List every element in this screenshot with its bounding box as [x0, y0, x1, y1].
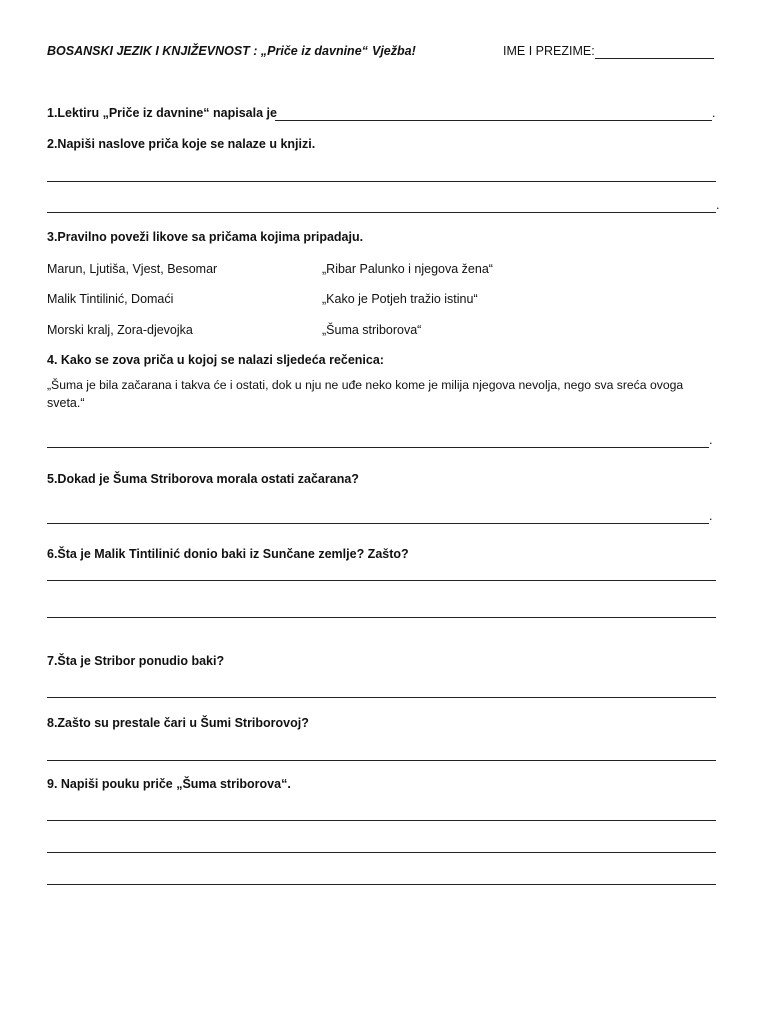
exercise-label: Vježba! [372, 44, 416, 58]
question-7: 7.Šta je Stribor ponudio baki? [47, 654, 225, 668]
name-label: IME I PREZIME: [503, 44, 595, 58]
end-period: . [709, 509, 713, 523]
answer-line-q8[interactable] [47, 760, 716, 761]
question-6: 6.Šta je Malik Tintilinić donio baki iz Sunčane zemlje? Zašto? [47, 547, 409, 561]
answer-line-q9-1[interactable] [47, 820, 716, 821]
question-1: 1.Lektiru „Priče iz davnine“ napisala je [47, 106, 277, 120]
story-item-1: „Ribar Palunko i njegova žena“ [322, 262, 493, 276]
question-2: 2.Napiši naslove priča koje se nalaze u knjizi. [47, 137, 316, 151]
question-3: 3.Pravilno poveži likove sa pričama kojima pripadaju. [47, 230, 364, 244]
answer-line-q6-1[interactable] [47, 580, 716, 581]
answer-line-q4[interactable] [47, 447, 709, 448]
question-8: 8.Zašto su prestale čari u Šumi Striborovoj? [47, 716, 309, 730]
question-4: 4. Kako se zova priča u kojoj se nalazi sljedeća rečenica: [47, 353, 384, 367]
quote-line-1: „Šuma je bila začarana i takva će i ostati, dok u nju ne uđe neko kome je milija njegova nevolja, nego sva sreća ovoga [47, 378, 684, 392]
answer-line-q2-2[interactable] [47, 212, 716, 213]
story-item-2: „Kako je Potjeh tražio istinu“ [322, 292, 478, 306]
question-9: 9. Napiši pouku priče „Šuma striborova“. [47, 777, 291, 791]
end-period: . [709, 433, 713, 447]
subject-title: BOSANSKI JEZIK I KNJIŽEVNOST : „Priče iz davnine“ [47, 44, 368, 58]
question-5: 5.Dokad je Šuma Striborova morala ostati začarana? [47, 472, 359, 486]
answer-line-q9-2[interactable] [47, 852, 716, 853]
characters-item-2: Malik Tintilinić, Domaći [47, 292, 174, 306]
story-item-3: „Šuma striborova“ [322, 323, 422, 337]
answer-line-q2-1[interactable] [47, 181, 716, 182]
end-period: . [716, 198, 720, 212]
name-field[interactable] [595, 58, 714, 59]
answer-line-q9-3[interactable] [47, 884, 716, 885]
answer-line-q1[interactable] [275, 120, 712, 121]
answer-line-q6-2[interactable] [47, 617, 716, 618]
characters-item-1: Marun, Ljutiša, Vjest, Besomar [47, 262, 218, 276]
answer-line-q5[interactable] [47, 523, 709, 524]
end-period: . [712, 106, 716, 120]
quote-line-2: sveta.“ [47, 396, 85, 410]
answer-line-q7[interactable] [47, 697, 716, 698]
characters-item-3: Morski kralj, Zora-djevojka [47, 323, 193, 337]
